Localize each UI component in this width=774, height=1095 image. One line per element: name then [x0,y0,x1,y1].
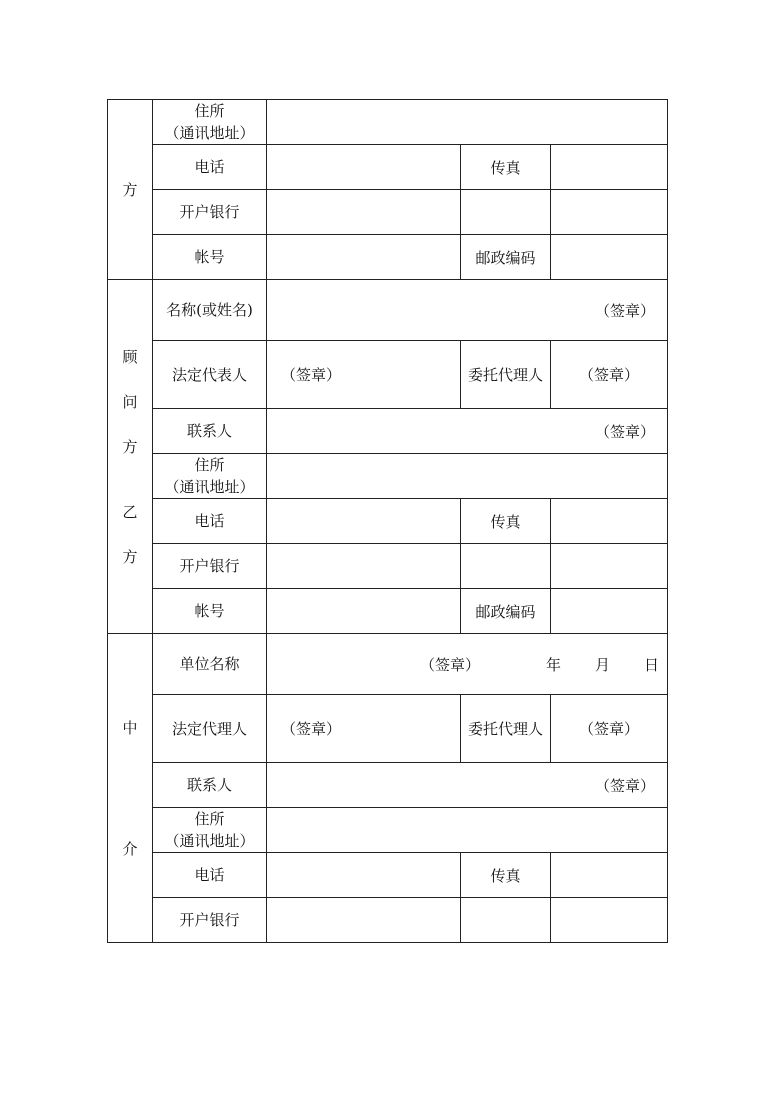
contact-label: 联系人 [153,763,267,808]
side-char: 方 [122,438,138,456]
phone-field[interactable] [267,853,461,898]
name-or-person-label: 名称(或姓名) [153,280,267,341]
bank-label: 开户银行 [153,544,267,589]
seal-note: （签章） [595,422,656,441]
seal-note: （签章） [281,366,342,384]
fax-label: 传真 [461,853,551,898]
bank-extra-field[interactable] [461,190,551,235]
bank-field[interactable] [267,544,461,589]
side-char: 乙 [122,503,138,521]
side-char: 顾 [122,348,138,366]
fax-label: 传真 [461,145,551,190]
postcode-field[interactable] [551,589,668,634]
legal-agent-label: 法定代理人 [153,695,267,763]
address-label-line1: 住所 [194,456,225,474]
fax-field[interactable] [551,499,668,544]
side-char: 介 [122,840,138,858]
address-label-line1: 住所 [194,102,225,120]
consultant-b-chars [108,346,152,567]
account-label: 帐号 [153,235,267,280]
legal-rep-field[interactable] [267,341,461,409]
contact-field[interactable] [267,409,668,454]
seal-note: （签章） [595,776,656,795]
entrusted-agent-field[interactable] [551,695,668,763]
bank-field[interactable] [267,190,461,235]
seal-note: （签章） [419,655,480,674]
address-label-line2: （通讯地址） [164,124,255,142]
intermediary-section-label [108,634,153,943]
bank-label: 开户银行 [153,898,267,943]
legal-rep-label: 法定代表人 [153,341,267,409]
bank-extra-field-2[interactable] [551,190,668,235]
name-field[interactable] [267,280,668,341]
party-a-label-char: 方 [122,181,138,199]
address-label [153,100,267,145]
phone-field[interactable] [267,499,461,544]
bank-extra-field-2[interactable] [551,544,668,589]
account-field[interactable] [267,235,461,280]
bank-field[interactable] [267,898,461,943]
entrusted-agent-field[interactable] [551,341,668,409]
postcode-label: 邮政编码 [461,589,551,634]
side-char: 中 [122,719,138,737]
address-field[interactable] [267,808,668,853]
fax-label: 传真 [461,499,551,544]
party-a-section-label [108,100,153,280]
fax-field[interactable] [551,145,668,190]
phone-label: 电话 [153,853,267,898]
bank-extra-field[interactable] [461,544,551,589]
unit-name-label: 单位名称 [153,634,267,695]
address-label [153,808,267,853]
unit-name-field[interactable] [267,634,668,695]
entrusted-agent-label: 委托代理人 [461,341,551,409]
month-label: 月 [594,655,610,674]
address-label [153,454,267,499]
year-label: 年 [545,655,561,674]
consultant-b-section-label [108,280,153,634]
phone-field[interactable] [267,145,461,190]
account-field[interactable] [267,589,461,634]
address-label-line2: （通讯地址） [164,832,255,850]
bank-extra-field[interactable] [461,898,551,943]
phone-label: 电话 [153,499,267,544]
seal-note: （签章） [579,720,640,738]
day-label: 日 [644,655,660,674]
contact-field[interactable] [267,763,668,808]
legal-agent-field[interactable] [267,695,461,763]
contact-label: 联系人 [153,409,267,454]
side-char: 问 [122,393,138,411]
bank-label: 开户银行 [153,190,267,235]
seal-note: （签章） [281,720,342,738]
address-label-line1: 住所 [194,810,225,828]
phone-label: 电话 [153,145,267,190]
seal-note: （签章） [579,366,640,384]
postcode-field[interactable] [551,235,668,280]
seal-date-line [267,654,667,675]
address-field[interactable] [267,454,668,499]
fax-field[interactable] [551,853,668,898]
address-label-line2: （通讯地址） [164,478,255,496]
contract-parties-table [107,99,668,943]
address-field[interactable] [267,100,668,145]
intermediary-chars [108,717,152,859]
postcode-label: 邮政编码 [461,235,551,280]
entrusted-agent-label: 委托代理人 [461,695,551,763]
account-label: 帐号 [153,589,267,634]
side-char: 方 [122,548,138,566]
seal-note: （签章） [595,301,656,320]
bank-extra-field-2[interactable] [551,898,668,943]
